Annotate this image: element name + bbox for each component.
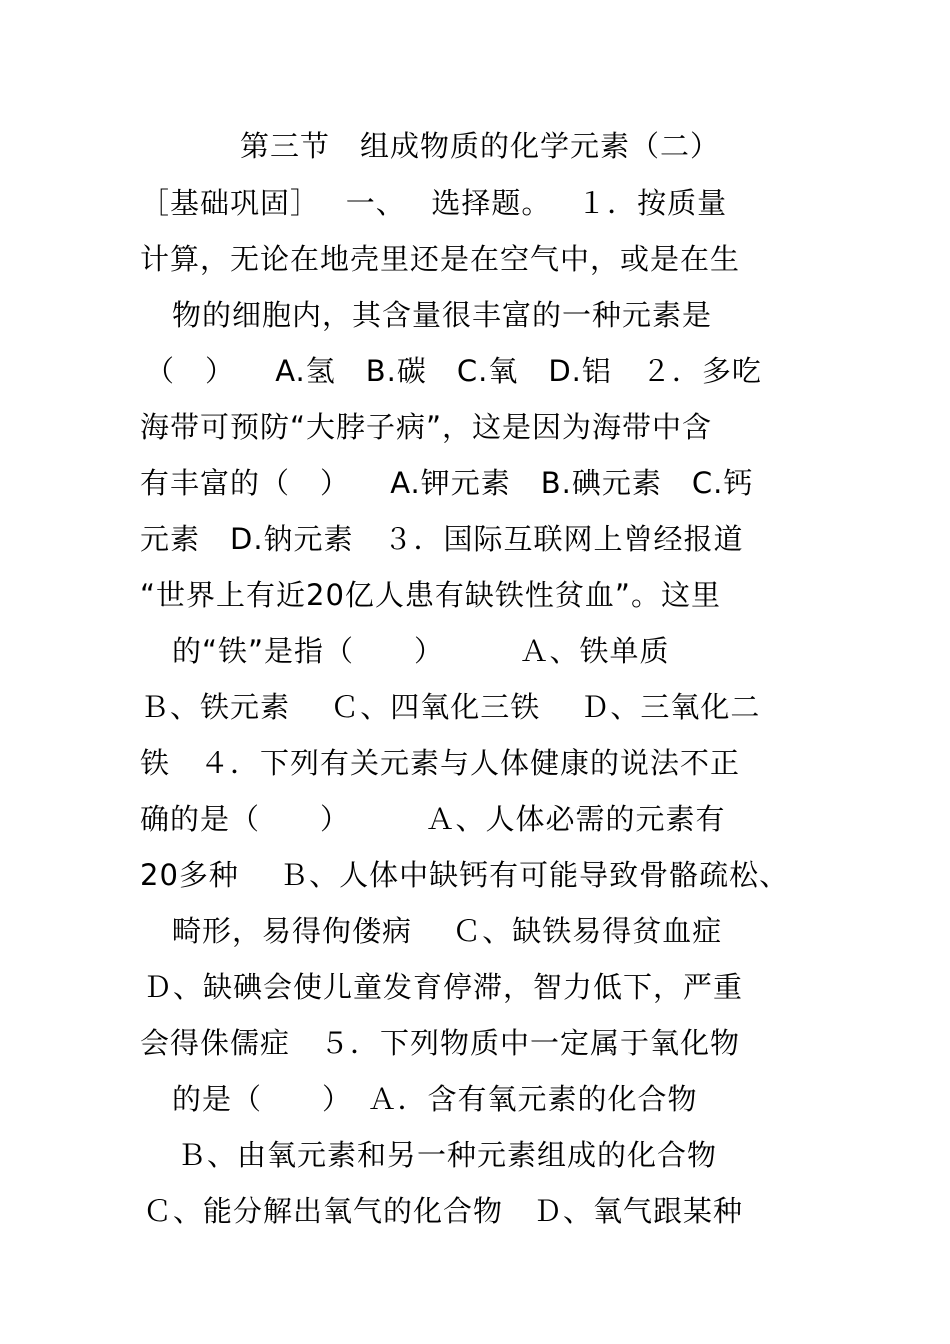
text-line-14: 畸形，易得佝偻病 Ｃ、缺铁易得贫血症 [172,914,723,948]
text-line-7: 元素 D.钠元素 ３．国际互联网上曾经报道 [140,522,744,556]
text-line-19: Ｃ、能分解出氧气的化合物 Ｄ、氧气跟某种 [143,1194,744,1228]
text-line-9: 的“铁”是指（ ） Ａ、铁单质 [172,634,670,668]
text-line-3: 物的细胞内，其含量很丰富的一种元素是 [172,298,713,332]
text-line-18: Ｂ、由氧元素和另一种元素组成的化合物 [177,1138,718,1172]
text-line-16: 会得侏儒症 ５．下列物质中一定属于氧化物 [140,1026,741,1060]
text-line-11: 铁 ４．下列有关元素与人体健康的说法不正 [140,746,741,780]
text-line-10: Ｂ、铁元素 Ｃ、四氧化三铁 Ｄ、三氧化二 [140,690,761,724]
text-line-12: 确的是（ ） Ａ、人体必需的元素有 [140,802,726,836]
text-line-4: （ ） A.氢 B.碳 C.氧 D.铝 ２．多吃 [145,354,762,388]
document-title: 第三节 组成物质的化学元素（二） [240,129,721,163]
text-line-8: “世界上有近20亿人患有缺铁性贫血”。这里 [140,578,721,612]
text-line-6: 有丰富的（ ） A.钾元素 B.碘元素 C.钙 [140,466,754,500]
text-line-13: 20多种 Ｂ、人体中缺钙有可能导致骨骼疏松、 [140,858,790,892]
text-line-1: ［基础巩固］ 一、 选择题。 １．按质量 [140,186,728,220]
text-line-17: 的是（ ） Ａ．含有氧元素的化合物 [172,1082,698,1116]
text-line-2: 计算，无论在地壳里还是在空气中，或是在生 [140,242,741,276]
text-line-15: Ｄ、缺碘会使儿童发育停滞，智力低下，严重 [143,970,744,1004]
text-line-5: 海带可预防“大脖子病”，这是因为海带中含 [140,410,713,444]
